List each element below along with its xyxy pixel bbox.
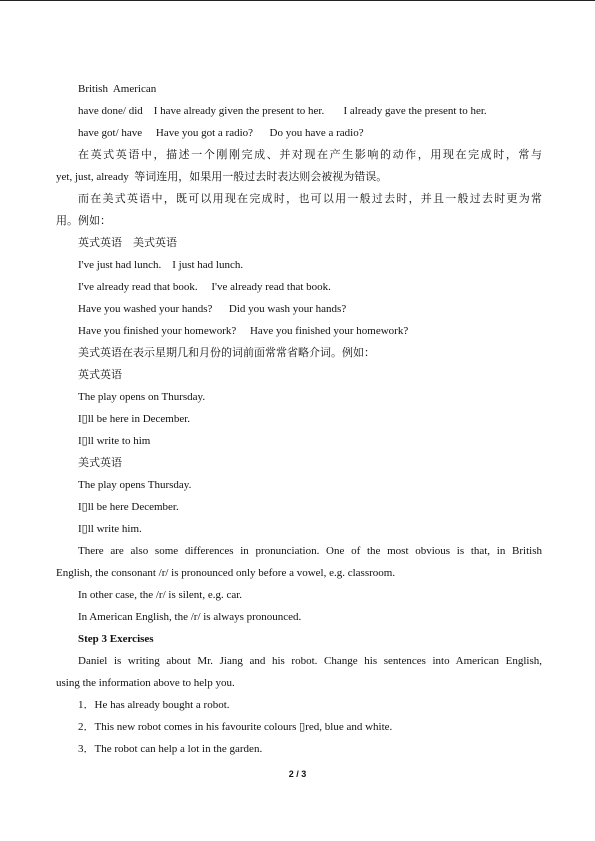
text-line: Have you finished your homework? Have you finished your homework? [78, 325, 409, 337]
text-line: 3．The robot can help a lot in the garden. [78, 743, 263, 755]
text-line: 用。例如： [56, 215, 111, 227]
text-line: I've already read that book. I've already read that book. [78, 281, 331, 293]
text-line: 1．He has already bought a robot. [78, 699, 230, 711]
text-line: 美式英语 [78, 457, 122, 469]
text-line: 在英式英语中，描述一个刚刚完成、并对现在产生影响的动作，用现在完成时，常与 [78, 149, 542, 161]
text-line: I▯ll be here December. [78, 501, 179, 513]
text-line: I▯ll write to him [78, 435, 151, 447]
top-rule [0, 0, 595, 1]
text-line: The play opens on Thursday. [78, 391, 206, 403]
text-line: Daniel is writing about Mr. Jiang and his robot. Change his sentences into American English, [78, 655, 542, 667]
text-line: Have you washed your hands? Did you wash your hands? [78, 303, 347, 315]
document-body [56, 78, 542, 760]
text-line: In other case, the /r/ is silent, e.g. car. [78, 589, 243, 601]
text-line: have got/ have Have you got a radio? Do you have a radio? [78, 127, 364, 139]
text-line: British American [78, 83, 157, 95]
text-line: I▯ll write him. [78, 523, 142, 535]
text-line: The play opens Thursday. [78, 479, 192, 491]
text-line: 美式英语在表示星期几和月份的词前面常常省略介词。例如： [78, 347, 375, 359]
text-line: 英式英语 美式英语 [78, 237, 177, 249]
text-line: using the information above to help you. [56, 677, 235, 689]
text-line: 而在美式英语中，既可以用现在完成时，也可以用一般过去时，并且一般过去时更为常 [78, 193, 542, 205]
text-line: 英式英语 [78, 369, 122, 381]
page-number: 2 / 3 [288, 769, 307, 779]
text-line: English, the consonant /r/ is pronounced only before a vowel, e.g. classroom. [56, 567, 396, 579]
section-heading: Step 3 Exercises [78, 633, 154, 645]
text-line: There are also some differences in pronunciation. One of the most obvious is that, in British [78, 545, 542, 557]
text-line: I▯ll be here in December. [78, 413, 191, 425]
text-line: 2．This new robot comes in his favourite colours ▯red, blue and white. [78, 721, 393, 733]
text-line: I've just had lunch. I just had lunch. [78, 259, 244, 271]
text-line: yet, just, already 等词连用，如果用一般过去时表达则会被视为错误。 [56, 171, 388, 183]
text-line: have done/ did I have already given the present to her. I already gave the present to her. [78, 105, 487, 117]
text-line: In American English, the /r/ is always pronounced. [78, 611, 302, 623]
